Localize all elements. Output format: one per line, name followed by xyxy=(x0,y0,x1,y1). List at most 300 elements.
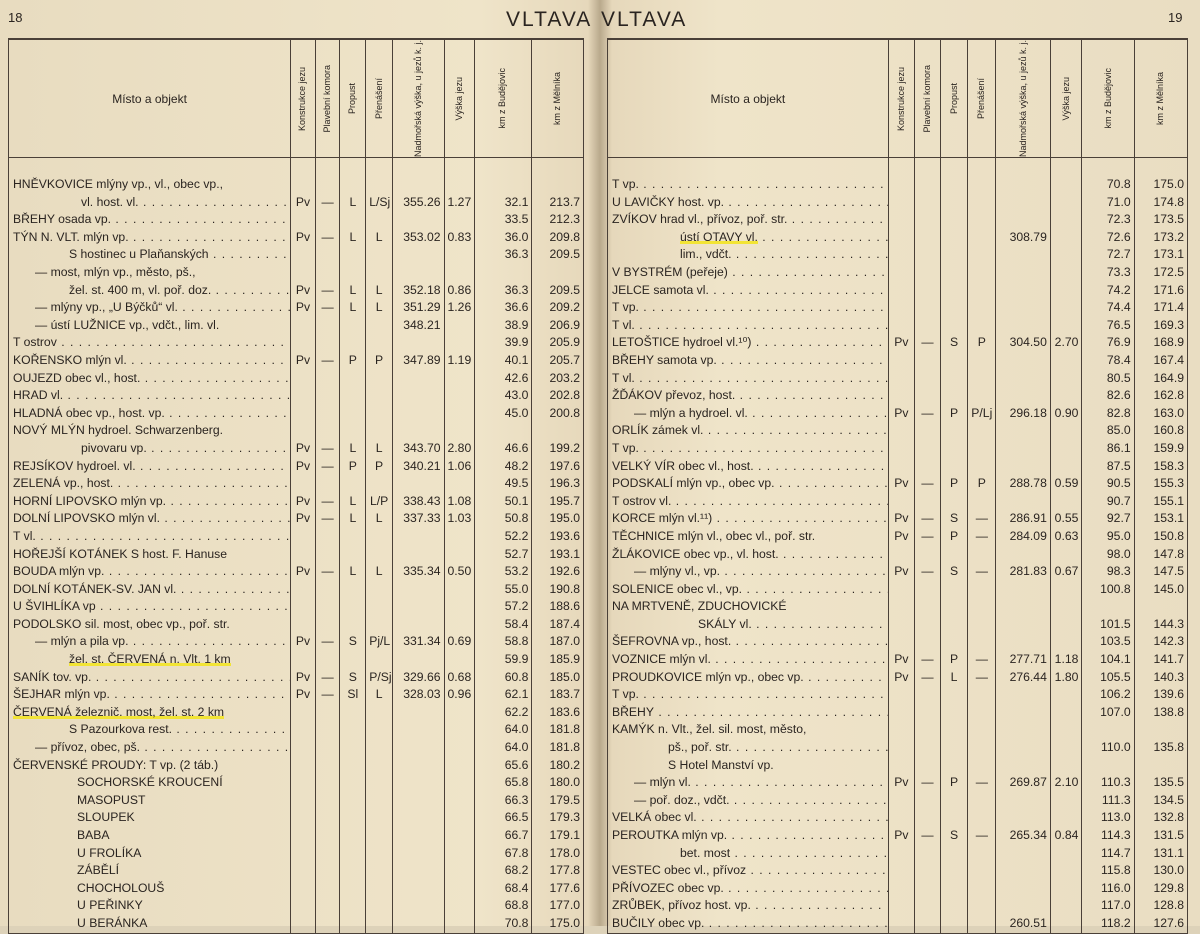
value-cell xyxy=(532,158,584,194)
value-cell: 76.9 xyxy=(1082,334,1134,352)
value-cell: — xyxy=(914,563,940,581)
place-name: VOZNICE mlýn vl. xyxy=(612,652,711,667)
place-name: KAMÝK n. Vlt., žel. sil. most, město, xyxy=(612,722,807,737)
value-cell xyxy=(340,616,366,634)
place-name: VESTEC obec vl., přívoz xyxy=(612,863,747,878)
place-name: BŘEHY osada vp. xyxy=(13,212,112,227)
value-cell xyxy=(393,422,444,440)
value-cell xyxy=(366,704,393,722)
value-cell: 82.8 xyxy=(1082,405,1134,423)
place-name: NA MRTVENĚ, ZDUCHOVICKÉ xyxy=(612,599,787,614)
place-name: U ŠVIHLÍKA vp xyxy=(13,599,96,614)
place-cell xyxy=(9,282,291,300)
value-cell xyxy=(996,246,1050,264)
value-cell xyxy=(444,598,474,616)
value-cell: 111.3 xyxy=(1082,792,1134,810)
value-cell xyxy=(393,862,444,880)
place-cell xyxy=(608,563,889,581)
value-cell: 70.8 xyxy=(474,915,532,933)
table-row xyxy=(9,880,584,898)
place-cell xyxy=(608,757,889,775)
value-cell xyxy=(940,633,967,651)
value-cell: 101.5 xyxy=(1082,616,1134,634)
value-cell xyxy=(914,897,940,915)
right-page-table xyxy=(607,38,1188,934)
value-cell: — xyxy=(914,651,940,669)
value-cell: 340.21 xyxy=(393,458,444,476)
table-row xyxy=(9,651,584,669)
value-cell: — xyxy=(968,563,996,581)
place-cell xyxy=(608,475,889,493)
place-cell xyxy=(9,370,291,388)
value-cell: 114.7 xyxy=(1082,845,1134,863)
value-cell: P xyxy=(940,651,967,669)
place-cell xyxy=(608,194,889,212)
value-cell xyxy=(888,915,914,933)
value-cell xyxy=(291,546,316,564)
value-cell: Pv xyxy=(888,827,914,845)
value-cell: — xyxy=(315,282,340,300)
place-name: SLOUPEK xyxy=(77,810,135,825)
value-cell xyxy=(444,475,474,493)
column-header-weir-height-text: Výška jezu xyxy=(453,76,464,121)
value-cell xyxy=(315,739,340,757)
value-cell xyxy=(444,862,474,880)
place-name: CHOCHOLOUŠ xyxy=(77,880,165,895)
value-cell: 50.8 xyxy=(474,510,532,528)
value-cell xyxy=(291,651,316,669)
value-cell: 138.8 xyxy=(1134,704,1187,722)
value-cell xyxy=(393,845,444,863)
place-cell xyxy=(608,809,889,827)
place-cell xyxy=(9,211,291,229)
value-cell: 48.2 xyxy=(474,458,532,476)
value-cell xyxy=(1050,880,1082,898)
value-cell: — xyxy=(315,686,340,704)
value-cell xyxy=(1050,246,1082,264)
place-name: T vp. xyxy=(612,177,639,192)
value-cell xyxy=(393,158,444,194)
place-name: PROUDKOVICE mlýn vp., obec vp. xyxy=(612,669,804,684)
place-cell xyxy=(608,370,889,388)
value-cell: L xyxy=(340,440,366,458)
value-cell xyxy=(914,211,940,229)
column-header-lock-text: Plavební komora xyxy=(322,64,333,133)
value-cell xyxy=(340,370,366,388)
value-cell: 33.5 xyxy=(474,211,532,229)
value-cell: Pv xyxy=(888,334,914,352)
value-cell: 68.4 xyxy=(474,880,532,898)
value-cell xyxy=(968,317,996,335)
value-cell xyxy=(291,897,316,915)
value-cell: 68.8 xyxy=(474,897,532,915)
value-cell: 308.79 xyxy=(996,229,1050,247)
value-cell xyxy=(996,352,1050,370)
value-cell xyxy=(291,845,316,863)
value-cell: 130.0 xyxy=(1134,862,1187,880)
place-cell xyxy=(9,598,291,616)
value-cell xyxy=(940,862,967,880)
value-cell: 52.2 xyxy=(474,528,532,546)
place-cell xyxy=(608,528,889,546)
value-cell: 155.1 xyxy=(1134,493,1187,511)
value-cell: 92.7 xyxy=(1082,510,1134,528)
place-name: DOLNÍ KOTÁNEK-SV. JAN vl. xyxy=(13,581,177,596)
value-cell: 110.0 xyxy=(1082,739,1134,757)
value-cell: 179.3 xyxy=(532,809,584,827)
value-cell xyxy=(315,651,340,669)
right-page-table-area xyxy=(607,38,1188,930)
value-cell xyxy=(888,897,914,915)
value-cell: Pv xyxy=(888,405,914,423)
value-cell xyxy=(996,792,1050,810)
value-cell: — xyxy=(914,774,940,792)
value-cell: 36.6 xyxy=(474,299,532,317)
value-cell xyxy=(914,246,940,264)
place-cell xyxy=(608,880,889,898)
value-cell xyxy=(888,704,914,722)
value-cell: 183.7 xyxy=(532,686,584,704)
table-row xyxy=(608,633,1188,651)
value-cell xyxy=(340,651,366,669)
value-cell xyxy=(315,880,340,898)
place-cell xyxy=(608,581,889,599)
place-cell xyxy=(9,827,291,845)
value-cell xyxy=(888,299,914,317)
value-cell xyxy=(888,739,914,757)
value-cell: 2.10 xyxy=(1050,774,1082,792)
value-cell xyxy=(444,528,474,546)
value-cell: 286.91 xyxy=(996,510,1050,528)
value-cell: 277.71 xyxy=(996,651,1050,669)
value-cell: 0.68 xyxy=(444,669,474,687)
value-cell xyxy=(393,915,444,933)
table-row xyxy=(9,370,584,388)
value-cell: 168.9 xyxy=(1134,334,1187,352)
table-row xyxy=(608,475,1188,493)
value-cell: 196.3 xyxy=(532,475,584,493)
value-cell: 296.18 xyxy=(996,405,1050,423)
place-name: SANÍK tov. vp. xyxy=(13,669,92,684)
place-name: ORLÍK zámek vl. xyxy=(612,423,704,438)
value-cell: Pv xyxy=(291,493,316,511)
value-cell: 164.9 xyxy=(1134,370,1187,388)
value-cell: 206.9 xyxy=(532,317,584,335)
value-cell xyxy=(393,370,444,388)
value-cell xyxy=(996,282,1050,300)
value-cell: 144.3 xyxy=(1134,616,1187,634)
value-cell: L xyxy=(366,440,393,458)
value-cell xyxy=(340,915,366,933)
value-cell xyxy=(315,809,340,827)
value-cell xyxy=(366,809,393,827)
value-cell: — xyxy=(315,229,340,247)
table-row xyxy=(9,774,584,792)
column-header-construction xyxy=(888,39,914,158)
value-cell: P xyxy=(940,475,967,493)
place-cell xyxy=(9,809,291,827)
value-cell: 103.5 xyxy=(1082,633,1134,651)
value-cell: 50.1 xyxy=(474,493,532,511)
column-header-km-budejovic xyxy=(474,39,532,158)
value-cell: 209.8 xyxy=(532,229,584,247)
value-cell xyxy=(315,405,340,423)
value-cell xyxy=(968,792,996,810)
place-cell xyxy=(608,458,889,476)
value-cell xyxy=(366,651,393,669)
value-cell xyxy=(888,352,914,370)
place-cell xyxy=(608,633,889,651)
value-cell xyxy=(291,387,316,405)
value-cell xyxy=(532,264,584,282)
value-cell xyxy=(340,334,366,352)
value-cell xyxy=(291,211,316,229)
place-cell xyxy=(9,405,291,423)
value-cell xyxy=(940,422,967,440)
value-cell xyxy=(315,211,340,229)
place-cell xyxy=(9,334,291,352)
value-cell xyxy=(1050,282,1082,300)
value-cell xyxy=(291,827,316,845)
value-cell: Pv xyxy=(291,669,316,687)
value-cell: Pv xyxy=(291,194,316,212)
value-cell xyxy=(1082,721,1134,739)
column-header-altitude-text: Nadmořská výška, u jezů k. j. xyxy=(412,40,423,158)
place-name: PODSKALÍ mlýn vp., obec vp. xyxy=(612,476,775,491)
place-cell xyxy=(608,827,889,845)
value-cell xyxy=(914,739,940,757)
value-cell: 70.8 xyxy=(1082,158,1134,194)
value-cell xyxy=(366,581,393,599)
value-cell xyxy=(1050,458,1082,476)
table-row xyxy=(9,546,584,564)
value-cell xyxy=(340,528,366,546)
table-row xyxy=(9,282,584,300)
table-row xyxy=(608,721,1188,739)
value-cell: 59.9 xyxy=(474,651,532,669)
table-row xyxy=(9,264,584,282)
value-cell xyxy=(914,616,940,634)
table-row xyxy=(608,229,1188,247)
value-cell xyxy=(968,282,996,300)
place-name: HLADNÁ obec vp., host. vp. xyxy=(13,405,165,420)
place-cell xyxy=(9,546,291,564)
place-name: — most, mlýn vp., město, pš., xyxy=(35,265,196,280)
value-cell xyxy=(1050,704,1082,722)
value-cell xyxy=(340,158,366,194)
place-cell xyxy=(9,246,291,264)
value-cell xyxy=(1050,299,1082,317)
place-name: SOCHORSKÉ KROUCENÍ xyxy=(77,775,223,790)
table-row xyxy=(608,739,1188,757)
value-cell xyxy=(315,897,340,915)
value-cell xyxy=(444,845,474,863)
place-cell xyxy=(608,774,889,792)
place-name: žel. st. 400 m, vl. poř. doz. xyxy=(69,282,212,297)
value-cell: 180.2 xyxy=(532,757,584,775)
value-cell: 86.1 xyxy=(1082,440,1134,458)
value-cell xyxy=(1050,757,1082,775)
table-row xyxy=(9,334,584,352)
table-row xyxy=(608,510,1188,528)
value-cell: 73.3 xyxy=(1082,264,1134,282)
place-name: lim., vdčt. xyxy=(680,247,732,262)
value-cell xyxy=(340,422,366,440)
value-cell xyxy=(996,264,1050,282)
value-cell xyxy=(366,246,393,264)
value-cell xyxy=(888,862,914,880)
value-cell xyxy=(366,475,393,493)
value-cell: — xyxy=(914,827,940,845)
value-cell: 276.44 xyxy=(996,669,1050,687)
table-row xyxy=(608,282,1188,300)
value-cell: 160.8 xyxy=(1134,422,1187,440)
value-cell xyxy=(968,915,996,933)
place-name: U BERÁNKA xyxy=(77,915,148,930)
value-cell xyxy=(366,528,393,546)
value-cell xyxy=(940,458,967,476)
value-cell xyxy=(1050,493,1082,511)
value-cell xyxy=(393,827,444,845)
place-cell xyxy=(9,422,291,440)
place-cell xyxy=(9,317,291,335)
value-cell: 65.6 xyxy=(474,757,532,775)
place-name: ústí OTAVY vl. xyxy=(680,229,758,244)
value-cell: 162.8 xyxy=(1134,387,1187,405)
value-cell xyxy=(914,299,940,317)
value-cell xyxy=(996,598,1050,616)
value-cell: — xyxy=(914,405,940,423)
value-cell xyxy=(366,757,393,775)
value-cell: 1.19 xyxy=(444,352,474,370)
place-cell xyxy=(9,616,291,634)
value-cell xyxy=(996,721,1050,739)
table-row xyxy=(608,299,1188,317)
value-cell xyxy=(914,880,940,898)
value-cell xyxy=(1050,352,1082,370)
value-cell: 187.0 xyxy=(532,633,584,651)
table-row xyxy=(9,757,584,775)
value-cell xyxy=(1050,264,1082,282)
place-cell xyxy=(608,845,889,863)
value-cell xyxy=(914,352,940,370)
value-cell: Pv xyxy=(888,475,914,493)
value-cell xyxy=(940,158,967,194)
value-cell xyxy=(291,616,316,634)
value-cell xyxy=(366,739,393,757)
value-cell: 139.6 xyxy=(1134,686,1187,704)
place-name: ŽLÁKOVICE obec vp., vl. host. xyxy=(612,546,779,561)
value-cell: L xyxy=(340,194,366,212)
value-cell xyxy=(1050,440,1082,458)
value-cell xyxy=(968,598,996,616)
value-cell xyxy=(291,757,316,775)
place-name: S Hotel Manství vp. xyxy=(668,757,774,772)
value-cell xyxy=(940,493,967,511)
table-row xyxy=(9,598,584,616)
value-cell xyxy=(444,581,474,599)
place-cell xyxy=(608,229,889,247)
value-cell: 329.66 xyxy=(393,669,444,687)
value-cell xyxy=(340,546,366,564)
table-row xyxy=(9,616,584,634)
place-name: T vp. xyxy=(612,440,639,455)
value-cell xyxy=(888,370,914,388)
value-cell xyxy=(968,880,996,898)
value-cell: L xyxy=(340,229,366,247)
table-row xyxy=(608,493,1188,511)
value-cell xyxy=(914,370,940,388)
place-cell xyxy=(9,458,291,476)
value-cell xyxy=(340,246,366,264)
value-cell: — xyxy=(968,669,996,687)
value-cell xyxy=(996,880,1050,898)
value-cell xyxy=(291,158,316,194)
table-row xyxy=(608,845,1188,863)
value-cell xyxy=(393,405,444,423)
value-cell: 80.5 xyxy=(1082,370,1134,388)
value-cell xyxy=(444,827,474,845)
place-name: T vl. xyxy=(612,370,635,385)
value-cell xyxy=(996,757,1050,775)
value-cell: 67.8 xyxy=(474,845,532,863)
table-row xyxy=(608,669,1188,687)
value-cell: Sl xyxy=(340,686,366,704)
value-cell: — xyxy=(315,352,340,370)
value-cell xyxy=(340,264,366,282)
place-name: V BYSTRÉM (peřeje) xyxy=(612,265,728,280)
table-row xyxy=(608,370,1188,388)
value-cell xyxy=(914,809,940,827)
value-cell xyxy=(291,809,316,827)
value-cell: 74.2 xyxy=(1082,282,1134,300)
value-cell: 179.5 xyxy=(532,792,584,810)
place-name: T vp. xyxy=(612,687,639,702)
value-cell xyxy=(1050,317,1082,335)
value-cell: Pv xyxy=(291,686,316,704)
table-row xyxy=(9,704,584,722)
value-cell: 1.26 xyxy=(444,299,474,317)
place-name: PŘÍVOZEC obec vp. xyxy=(612,880,724,895)
column-header-sluice-text: Propust xyxy=(948,83,959,115)
value-cell: Pv xyxy=(291,282,316,300)
value-cell xyxy=(474,264,532,282)
value-cell: 78.4 xyxy=(1082,352,1134,370)
value-cell: L xyxy=(340,563,366,581)
place-name: ŠEJHAR mlýn vp. xyxy=(13,687,110,702)
value-cell xyxy=(888,598,914,616)
table-row xyxy=(608,827,1188,845)
value-cell: L xyxy=(340,282,366,300)
value-cell xyxy=(914,458,940,476)
value-cell xyxy=(996,633,1050,651)
value-cell: P xyxy=(366,352,393,370)
place-cell xyxy=(608,246,889,264)
place-name: PODOLSKO sil. most, obec vp., poř. str. xyxy=(13,616,230,631)
table-row xyxy=(608,862,1188,880)
value-cell xyxy=(968,370,996,388)
value-cell xyxy=(366,774,393,792)
value-cell xyxy=(393,387,444,405)
value-cell xyxy=(1050,158,1082,194)
value-cell: 0.84 xyxy=(1050,827,1082,845)
value-cell xyxy=(366,880,393,898)
place-name: — mlýn a pila vp. xyxy=(35,634,129,649)
place-cell xyxy=(9,686,291,704)
value-cell xyxy=(340,739,366,757)
value-cell: 188.6 xyxy=(532,598,584,616)
value-cell: 203.2 xyxy=(532,370,584,388)
